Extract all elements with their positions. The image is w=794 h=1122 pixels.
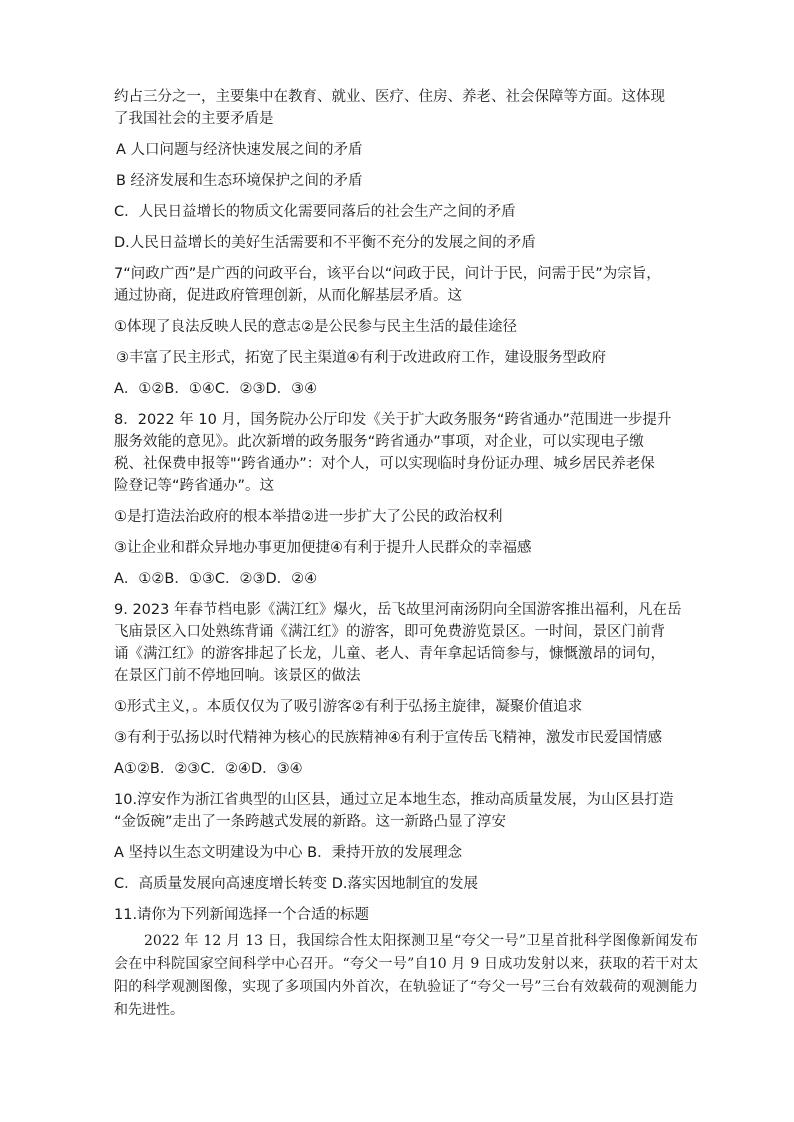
q7-stem <box>114 263 698 307</box>
q7-answer-options: A．①②B．①④C．②③D．③④ <box>114 381 318 397</box>
q6-option-c: C．人民日益增长的物质文化需要同落后的社会生产之间的矛盾 <box>114 204 516 220</box>
q9-line-3: 诵《满江红》的游客排起了长龙，儿童、老人、青年拿起话筒参与，慷慨激昂的词句， <box>114 646 665 662</box>
q11-stem: 11.请你为下列新闻选择一个合适的标题 <box>114 907 370 923</box>
q6-line-1: 约占三分之一，主要集中在教育、就业、医疗、住房、养老、社会保障等方面。这体现 <box>114 89 665 105</box>
q10-line-1: 10.淳安作为浙江省典型的山区县，通过立足本地生态，推动高质量发展，为山区县打造 <box>114 792 674 808</box>
q6-stem <box>114 86 698 130</box>
q8-line-4: 险登记等“跨省通办”。这 <box>114 478 275 494</box>
q6-option-b: B 经济发展和生态环境保护之间的矛盾 <box>116 173 363 189</box>
q6-option-a: A 人口问题与经济快速发展之间的矛盾 <box>116 142 363 158</box>
q7-line-1: 7“问政广西”是广西的问政平台，该平台以“问政于民，问计于民，问需于民”为宗旨， <box>114 266 661 282</box>
q10-stem <box>114 789 698 833</box>
q9-line-4: 在景区门前不停地回响。该景区的做法 <box>114 668 361 684</box>
q8-statement-2: ③让企业和群众异地办事更加便捷④有利于提升人民群众的幸福感 <box>114 540 532 556</box>
q9-stem <box>114 599 698 687</box>
q6-option-d: D.人民日益增长的美好生活需要和不平衡不充分的发展之间的矛盾 <box>114 235 536 251</box>
q8-answer-options: A．①②B．①③C．②③D．②④ <box>114 571 318 587</box>
q7-statement-2: ③丰富了民主形式，拓宽了民主渠道④有利于改进政府工作，建设服务型政府 <box>116 350 606 366</box>
q8-line-1: 8．2022 年 10 月，国务院办公厅印发《关于扩大政务服务“跨省通办”范围进一步提升 <box>114 412 672 428</box>
q8-line-2: 服务效能的意见》。此次新增的政务服务“跨省通办”事项，对企业，可以实现电子缴 <box>114 434 644 450</box>
q11-news-paragraph: 2022 年 12 月 13 日，我国综合性太阳探测卫星“夸父一号”卫星首批科学图像新闻发布会在中科院国家空间科学中心召开。“夸父一号”自10 月 9 日成功发射以来，获取的若干对太阳的科学观测图像，实现了多项国内外首次，在轨验证了“夸父一号”三台有效载荷的观测能力和先进性。 <box>114 933 698 1018</box>
q9-line-2: 飞庙景区入口处熟练背诵《满江红》的游客，即可免费游览景区。一时间，景区门前背 <box>114 624 665 640</box>
q6-line-2: 了我国社会的主要矛盾是 <box>114 111 274 127</box>
q9-line-1: 9. 2023 年春节档电影《满江红》爆火，岳飞故里河南汤阴向全国游客推出福利，凡在岳 <box>114 602 682 618</box>
q10-options-cd: C．高质量发展向高速度增长转变 D.落实因地制宜的发展 <box>114 876 479 892</box>
q8-stem <box>114 409 698 497</box>
q9-statement-2: ③有利于弘扬以时代精神为核心的民族精神④有利于宣传岳飞精神，激发市民爱国情感 <box>114 730 662 746</box>
q7-line-2: 通过协商，促进政府管理创新，从而化解基层矛盾。这 <box>114 288 462 304</box>
q10-line-2: “金饭碗”走出了一条跨越式发展的新路。这一新路凸显了淳安 <box>114 814 507 830</box>
q8-statement-1: ①是打造法治政府的根本举措②进一步扩大了公民的政治权利 <box>114 509 503 525</box>
q9-answer-options: A①②B．②③C．②④D．③④ <box>114 761 303 777</box>
q7-statement-1: ①体现了良法反映人民的意志②是公民参与民主生活的最佳途径 <box>114 319 517 335</box>
q8-line-3: 税、社保费申报等"‘跨省通办”：对个人，可以实现临时身份证办理、城乡居民养老保 <box>114 456 655 472</box>
q10-options-ab: A 坚持以生态文明建设为中心 B．秉持开放的发展理念 <box>114 845 463 861</box>
q9-statement-1: ①形式主义，。本质仅仅为了吸引游客②有利于弘扬主旋律，凝聚价值追求 <box>114 699 583 715</box>
exam-page <box>114 86 698 1022</box>
